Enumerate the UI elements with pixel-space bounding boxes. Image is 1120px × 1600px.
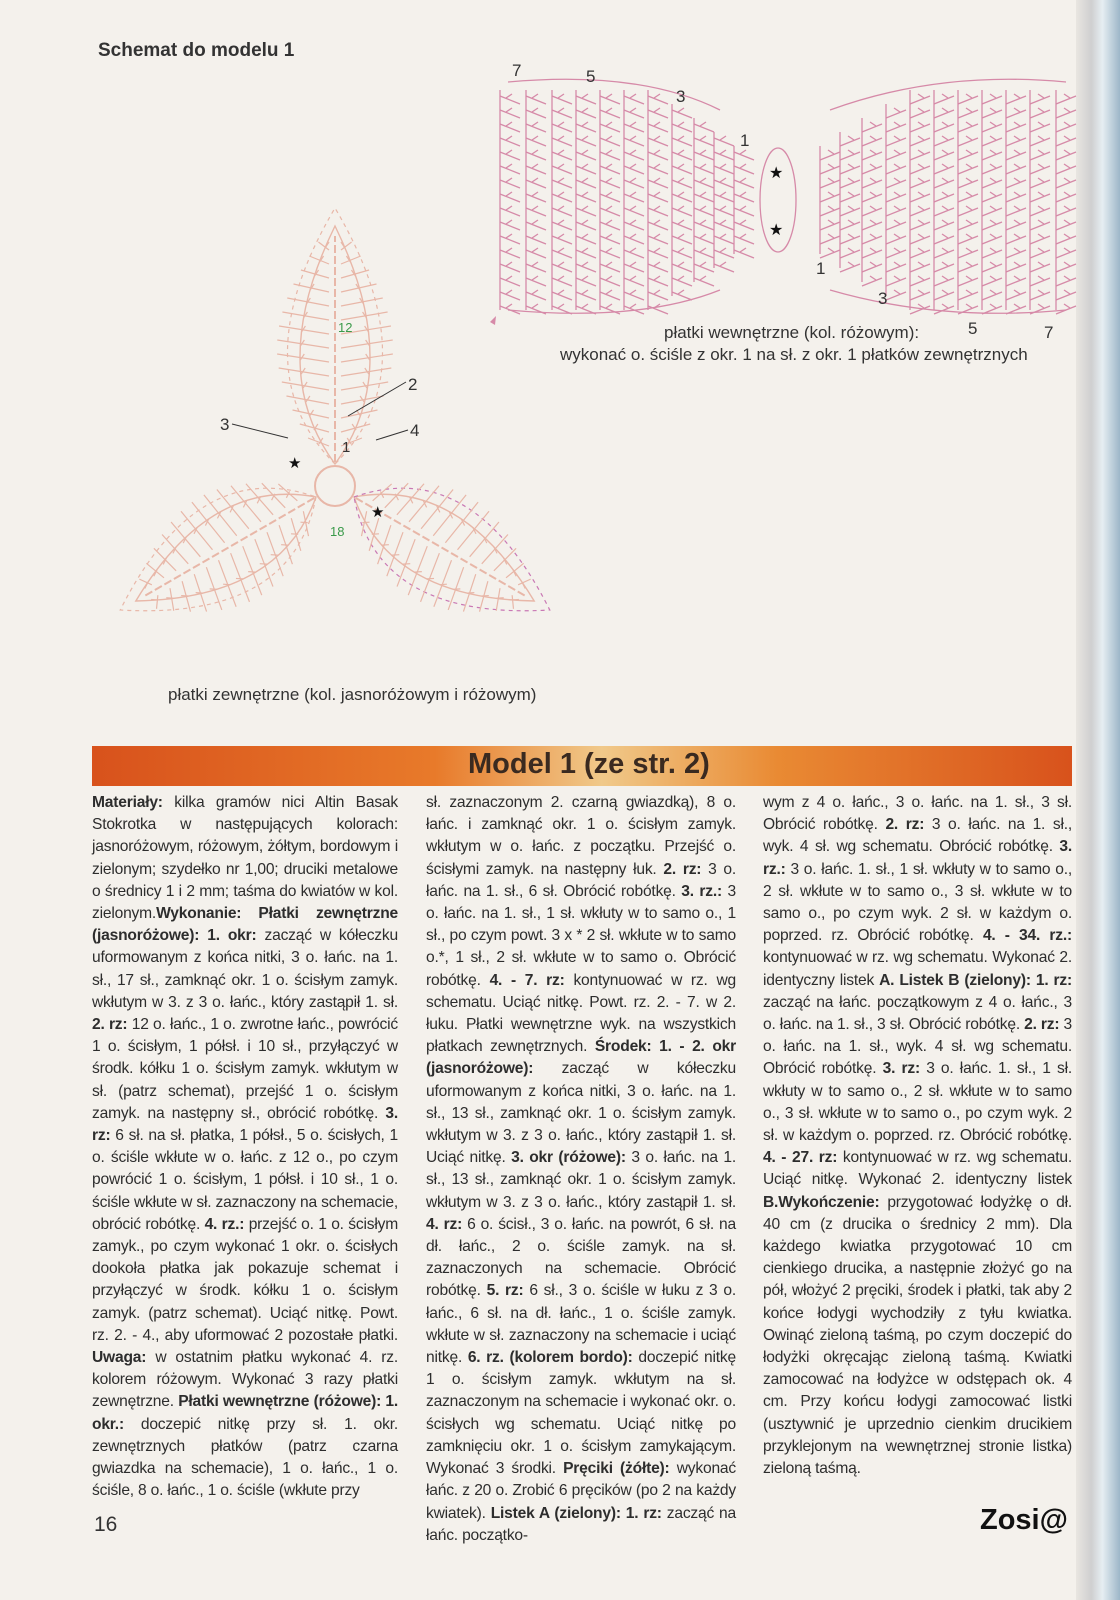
instruction-heading: 3. okr (różowe):	[511, 1149, 626, 1167]
instruction-text: kontynuować w rz. wg schematu. Wykonać 2. identyczny listek	[763, 949, 1072, 989]
label-12: 12	[338, 320, 353, 335]
instruction-text: 3 o. łańc. 1. sł., 1 sł. wkłuty w to samo o., 2 sł. wkłute w to samo o., 3 sł. wkłute w to samo o., po czym wyk. 2 sł. w każdym o. poprzed. rz. Obrócić robótkę.	[763, 860, 1072, 945]
instruction-text: 3 o. łańc. na 1. sł., 6 sł. Obrócić robótkę.	[426, 860, 737, 900]
instruction-text: w ostatnim płatku wykonać 4. rz. kolorem różowym. Wykonać 3 razy płatki zewnętrzne.	[92, 1349, 398, 1411]
instruction-text: 3 o. łańc. na 1. sł., wyk. 4 sł. wg schematu. Obrócić robótkę.	[763, 1016, 1072, 1078]
instruction-heading: Wykonanie: Płatki zewnętrzne (jasnoróżowe): 1. okr:	[92, 905, 398, 945]
page-edge	[1076, 0, 1120, 1600]
label-18: 18	[330, 524, 345, 539]
instruction-text: zacząć w kółeczku uformowanym z końca nitki, 3 o. łańc. na 1. sł., 17 sł., zamknąć okr. 1 o. ścisłym zamyk. wkłutym w 3. z 3 o. łańc., który zastąpił 1. sł.	[92, 927, 398, 1011]
signature: Zosi@	[980, 1504, 1068, 1536]
page-title: Schemat do modelu 1	[98, 40, 295, 61]
instruction-text: 3 o. łańc. na 1. sł., wyk. 4 sł. wg schematu. Obrócić robótkę.	[763, 816, 1072, 856]
instruction-heading: Wykończenie:	[778, 1193, 880, 1211]
row-label-1b: 1	[816, 259, 826, 278]
label-3: 3	[220, 415, 230, 434]
instruction-text: wykonać łańc. z 20 o. Zrobić 6 pręcików (po 2 na każdy kwiatek).	[426, 1460, 736, 1522]
star-marker: ★	[769, 222, 784, 239]
label-4: 4	[410, 421, 420, 440]
instruction-text: zacząć w kółeczku uformowanym z końca nitki, 3 o. łańc. na 1. sł., 13 sł., zamknąć okr. 1 o. ścisłym zamyk. wkłutym w 3. z 3 o. łańc., który zastąpił 1. sł. Uciąć nitkę.	[426, 1060, 736, 1167]
instruction-heading: 4. - 34. rz.:	[982, 927, 1072, 945]
instruction-heading: 3. rz:	[882, 1060, 920, 1078]
star-marker: ★	[371, 504, 385, 521]
outer-caption: płatki zewnętrzne (kol. jasnoróżowym i różowym)	[168, 685, 537, 704]
instruction-heading: 3. rz.:	[763, 838, 1072, 878]
instruction-text: 6 sł. na sł. płatka, 1 półsł., 5 o. ścisłych, 1 o. ściśle wkłute w o. łańc. z 12 o., po czym powrócić 1 o. ścisłym, 1 półsł. i 10 sł., 1 o. ściśle wkłute w sł. zaznaczony na schemacie, obrócić robótkę.	[92, 1127, 398, 1233]
instruction-heading: 2. rz:	[663, 860, 702, 878]
row-label-1: 1	[740, 131, 750, 150]
instruction-heading: 4. - 27. rz:	[763, 1149, 838, 1167]
row-label-3: 3	[676, 87, 686, 106]
instructions-column-3	[763, 792, 1072, 1480]
instruction-text: zacząć na łańc. początkowym z 4 o. łańc., 3 o. łańc. na 1. sł., 3 sł. Obrócić robótkę.	[763, 993, 1072, 1034]
inner-caption-line2: wykonać o. ściśle z okr. 1 na sł. z okr. 1 płatków zewnętrznych	[560, 345, 1028, 364]
instruction-text: 3 o. łańc. na 1. sł., 1 sł. wkłuty w to samo o., 1 sł., po czym powt. 3 x * 2 sł. wkłute w to samo o.*, 1 sł., 2 sł. wkłute w to samo o. Obrócić robótkę.	[426, 882, 737, 989]
row-label-5: 5	[586, 67, 596, 86]
instruction-heading: 6. rz. (kolorem bordo):	[467, 1349, 633, 1367]
instruction-heading: 4. rz.:	[204, 1215, 245, 1233]
instruction-text: przejść o. 1 o. ścisłym zamyk., po czym wykonać 1 okr. o. ścisłych dookoła płatka jak pokazuje schemat i przyłączyć w środk. kółku 1 o. ścisłym zamyk. (patrz schemat). Uciąć nitkę. Powt. rz. 2. - 4., aby uformować 2 pozostałe płatki.	[92, 1215, 398, 1344]
instruction-heading: 4. rz:	[426, 1215, 463, 1233]
instruction-text: kontynuować w rz. wg schematu. Uciąć nitkę. Powt. rz. 2. - 7. w 2. łuku. Płatki wewnętrzne wyk. na wszystkich płatkach zewnętrznych.	[426, 971, 736, 1056]
star-marker: ★	[288, 455, 302, 472]
instruction-heading: 3. rz:	[92, 1104, 398, 1145]
instruction-heading: Materiały:	[92, 794, 163, 811]
instruction-heading: 2. rz:	[1024, 1016, 1060, 1034]
instruction-text: 6 o. ścisł., 3 o. łańc. na powrót, 6 sł. na dł. łańc., 2 o. ściśle zamyk. na sł. zaznaczonych na schemacie. Obrócić robótkę.	[426, 1215, 736, 1300]
instruction-heading: Pręciki (żółte):	[563, 1460, 670, 1478]
model-title: Model 1 (ze str. 2)	[468, 748, 710, 780]
instruction-text: kilka gramów nici Altin Basak Stokrotka w następujących kolorach: jasnoróżowym, różowym, żółtym, bordowym i zielonym; szydełko nr 1,00; druciki metalowe o średnicy 1 i 2 mm; taśma do kwiatów w kol. zielonym.	[92, 794, 398, 923]
instruction-heading: 2. rz:	[885, 816, 925, 834]
instruction-text: sł. zaznaczonym 2. czarną gwiazdką), 8 o. łańc. i zamknąć okr. 1 o. ścisłym zamyk. wkłutym w o. łańc. z początku. Przejść o. ścisłymi zamyk. na następny łuk.	[426, 794, 736, 878]
label-1: 1	[342, 439, 351, 456]
inner-caption-line1: płatki wewnętrzne (kol. różowym):	[664, 323, 920, 342]
instruction-heading: 5. rz:	[486, 1282, 524, 1300]
instruction-heading: B.	[763, 1193, 779, 1211]
instructions-column-1	[92, 792, 398, 1503]
instruction-heading: 4. - 7. rz:	[489, 971, 565, 989]
instruction-heading: A. Listek B (zielony): 1. rz:	[879, 971, 1072, 989]
page-number: 16	[94, 1513, 118, 1536]
label-2: 2	[408, 375, 418, 394]
instruction-heading: Środek: 1. - 2. okr (jasnoróżowe):	[426, 1038, 736, 1078]
instruction-text: doczepić nitkę 1 o. ścisłym zamyk. wkłutym na sł. zaznaczonym na schemacie i wykonać okr. o. ścisłych wg schematu. Uciąć nitkę po zamknięciu okr. 1 o. ścisłym zamykającym. Wykonać 3 środki.	[426, 1349, 736, 1478]
row-label-7: 7	[512, 61, 522, 80]
instruction-text: 12 o. łańc., 1 o. zwrotne łańc., powrócić 1 o. ścisłym, 1 półsł. i 10 sł., przyłączyć w środk. kółku 1 o. ścisłym zamyk. wkłutym w sł. (patrz schemat), przejść 1 o. ścisłym zamyk. na następny sł., obrócić robótkę.	[92, 1016, 398, 1122]
instruction-text: kontynuować w rz. wg schematu. Uciąć nitkę. Wykonać 2. identyczny listek	[763, 1149, 1073, 1189]
instruction-text: doczepić nitkę przy sł. 1. okr. zewnętrznych płatków (patrz czarna gwiazdka na schemacie), 1 o. łańc., 1 o. ściśle, 8 o. łańc., 1 o. ściśle (wkłute przy	[92, 1415, 398, 1500]
instruction-text: 6 sł., 3 o. ściśle w łuku z 3 o. łańc., 6 sł. na dł. łańc., 1 o. ściśle zamyk. wkłute w sł. zaznaczony na schemacie i uciąć nitkę.	[426, 1282, 736, 1367]
instruction-heading: 2. rz:	[92, 1016, 128, 1034]
instruction-heading: 3. rz.:	[681, 882, 723, 900]
outer-petals-diagram	[80, 180, 640, 680]
instruction-heading: Uwaga:	[92, 1349, 147, 1367]
row-label-5b: 5	[968, 319, 978, 338]
row-label-3b: 3	[878, 289, 888, 308]
instruction-heading: Płatki wewnętrzne (różowe): 1. okr.:	[92, 1393, 398, 1433]
instruction-heading: Listek A (zielony): 1. rz:	[490, 1504, 662, 1522]
instruction-text: 3 o. łańc. na 1. sł., 13 sł., zamknąć okr. 1 o. ścisłym zamyk. wkłutym w 3. z 3 o. łańc., który zastąpił 1. sł.	[426, 1149, 737, 1211]
instruction-text: wym z 4 o. łańc., 3 o. łańc. na 1. sł., 3 sł. Obrócić robótkę.	[763, 794, 1072, 834]
instruction-text: zacząć na łańc. początko-	[426, 1504, 736, 1544]
instructions-column-2	[426, 792, 736, 1547]
row-label-7b: 7	[1044, 323, 1054, 342]
instruction-text: przygotować łodyżkę o dł. 40 cm (z drucika o średnicy 2 mm). Dla każdego kwiatka przygotować 10 cm cienkiego drucika, a następnie złożyć go na pół, włożyć 2 pręciki, środek i płatki, tak aby 2 końce łodygi wychodziły z tyłu kwiatka. Owinąć zieloną taśmą, po czym doczepić do łodyżki okręcając zieloną taśmą. Kwiatki zamocować na łodyżce w odstępach ok. 4 cm. Przy końcu łodygi zamocować listki (usztywnić je uprzednio cienkim drucikiem przyklejonym na wewnętrznej stronie listka) zieloną taśmą.	[763, 1193, 1072, 1478]
instruction-text: 3 o. łańc. 1. sł., 1 sł. wkłuty w to samo o., 2 sł. wkłute w to samo o., 3 sł. wkłute w to samo o., po czym wyk. 2 sł. w każdym o. poprzed. rz. Obrócić robótkę.	[763, 1060, 1072, 1145]
star-marker: ★	[769, 165, 784, 182]
